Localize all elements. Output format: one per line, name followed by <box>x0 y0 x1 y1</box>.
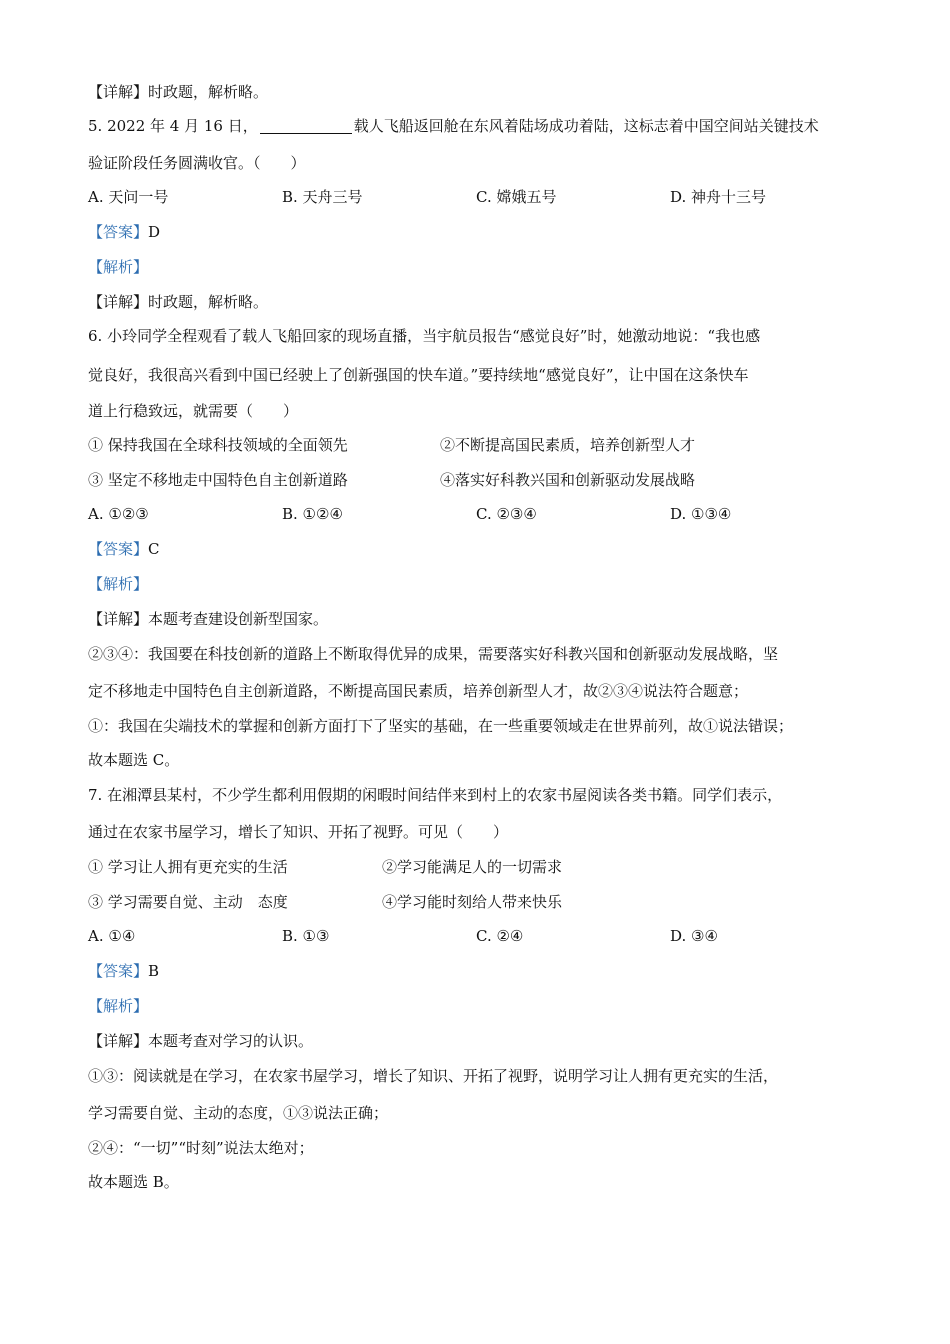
q7-explain-1: ①③：阅读就是在学习，在农家书屋学习，增长了知识、开拓了视野，说明学习让人拥有更充实的生活， <box>88 1067 779 1085</box>
detail-line <box>88 81 878 103</box>
q6-option-d: D. ①③④ <box>670 505 732 523</box>
q6-explain-3: ①：我国在尖端技术的掌握和创新方面打下了坚实的基础，在一些重要领域走在世界前列，故①说法错误； <box>88 717 794 735</box>
detail-text: 时政题，解析略。 <box>148 83 269 101</box>
q5-option-d: D. 神舟十三号 <box>670 188 767 206</box>
answer-value: D <box>148 223 161 241</box>
q5-stem-line-2: 验证阶段任务圆满收官。（ ） <box>88 154 306 172</box>
q6-explain-1: ②③④：我国要在科技创新的道路上不断取得优异的成果，需要落实好科教兴国和创新驱动发展战略，坚 <box>88 645 779 663</box>
detail-text: 本题考查对学习的认识。 <box>148 1032 314 1050</box>
q7-explain-2: 学习需要自觉、主动的态度，①③说法正确； <box>88 1104 389 1122</box>
q5-option-b: B. 天舟三号 <box>282 188 363 206</box>
q6-item-4: ④落实好科教兴国和创新驱动发展战略 <box>440 471 696 489</box>
q6-explain-2: 定不移地走中国特色自主创新道路，不断提高国民素质，培养创新型人才，故②③④说法符合题意； <box>88 682 749 700</box>
q7-answer <box>88 960 878 982</box>
detail-tag: 【详解】 <box>88 293 149 311</box>
q7-item-2: ②学习能满足人的一切需求 <box>382 858 563 876</box>
detail-tag: 【详解】 <box>88 610 149 628</box>
answer-tag: 【答案】 <box>88 540 149 558</box>
q6-analysis-tag: 【解析】 <box>88 575 149 593</box>
q7-conclusion: 故本题选 B。 <box>88 1173 179 1191</box>
detail-text: 本题考查建设创新型国家。 <box>148 610 329 628</box>
q6-conclusion: 故本题选 C。 <box>88 751 180 769</box>
q5-fill-blank <box>260 118 352 134</box>
q6-option-c: C. ②③④ <box>476 505 537 523</box>
q5-option-c: C. 嫦娥五号 <box>476 188 557 206</box>
q5-detail <box>88 291 878 313</box>
q7-option-a: A. ①④ <box>88 927 136 945</box>
q6-option-b: B. ①②④ <box>282 505 343 523</box>
q7-stem-line-1: 7. 在湘潭县某村，不少学生都利用假期的闲暇时间结伴来到村上的农家书屋阅读各类书籍。同学们表示， <box>88 786 783 804</box>
q6-option-a: A. ①②③ <box>88 505 149 523</box>
q6-item-1: ① 保持我国在全球科技领域的全面领先 <box>88 436 348 454</box>
q6-stem-line-3: 道上行稳致远，就需要（ ） <box>88 402 299 420</box>
q7-option-b: B. ①③ <box>282 927 330 945</box>
q5-stem-line-1 <box>88 115 878 137</box>
q7-explain-3: ②④：“一切”“时刻”说法太绝对； <box>88 1139 314 1157</box>
detail-tag: 【详解】 <box>88 1032 149 1050</box>
q7-option-d: D. ③④ <box>670 927 718 945</box>
q6-stem-line-2: 觉良好，我很高兴看到中国已经驶上了创新强国的快车道。”要持续地“感觉良好”，让中国在这条快车 <box>88 366 749 384</box>
q6-answer <box>88 538 878 560</box>
answer-tag: 【答案】 <box>88 962 149 980</box>
q6-item-2: ②不断提高国民素质，培养创新型人才 <box>440 436 696 454</box>
q5-option-a: A. 天问一号 <box>88 188 169 206</box>
detail-tag: 【详解】 <box>88 83 149 101</box>
answer-value: C <box>148 540 160 558</box>
q5-stem-start: 5. 2022 年 4 月 16 日， <box>88 117 258 135</box>
q7-item-1: ① 学习让人拥有更充实的生活 <box>88 858 288 876</box>
q5-analysis-tag: 【解析】 <box>88 258 149 276</box>
q6-stem-line-1: 6. 小玲同学全程观看了载人飞船回家的现场直播，当宇航员报告“感觉良好”时，她激动地说：“我也感 <box>88 327 761 345</box>
q7-analysis-tag: 【解析】 <box>88 997 149 1015</box>
answer-tag: 【答案】 <box>88 223 149 241</box>
q6-item-3: ③ 坚定不移地走中国特色自主创新道路 <box>88 471 348 489</box>
detail-text: 时政题，解析略。 <box>148 293 269 311</box>
q7-item-4: ④学习能时刻给人带来快乐 <box>382 893 563 911</box>
q7-detail <box>88 1030 878 1052</box>
q7-option-c: C. ②④ <box>476 927 524 945</box>
q5-stem-end: 载人飞船返回舱在东风着陆场成功着陆，这标志着中国空间站关键技术 <box>353 117 819 135</box>
q7-item-3: ③ 学习需要自觉、主动 态度 <box>88 893 288 911</box>
answer-value: B <box>148 962 160 980</box>
q6-detail <box>88 608 878 630</box>
q7-stem-line-2: 通过在农家书屋学习，增长了知识、开拓了视野。可见（ ） <box>88 823 509 841</box>
q5-answer <box>88 221 878 243</box>
